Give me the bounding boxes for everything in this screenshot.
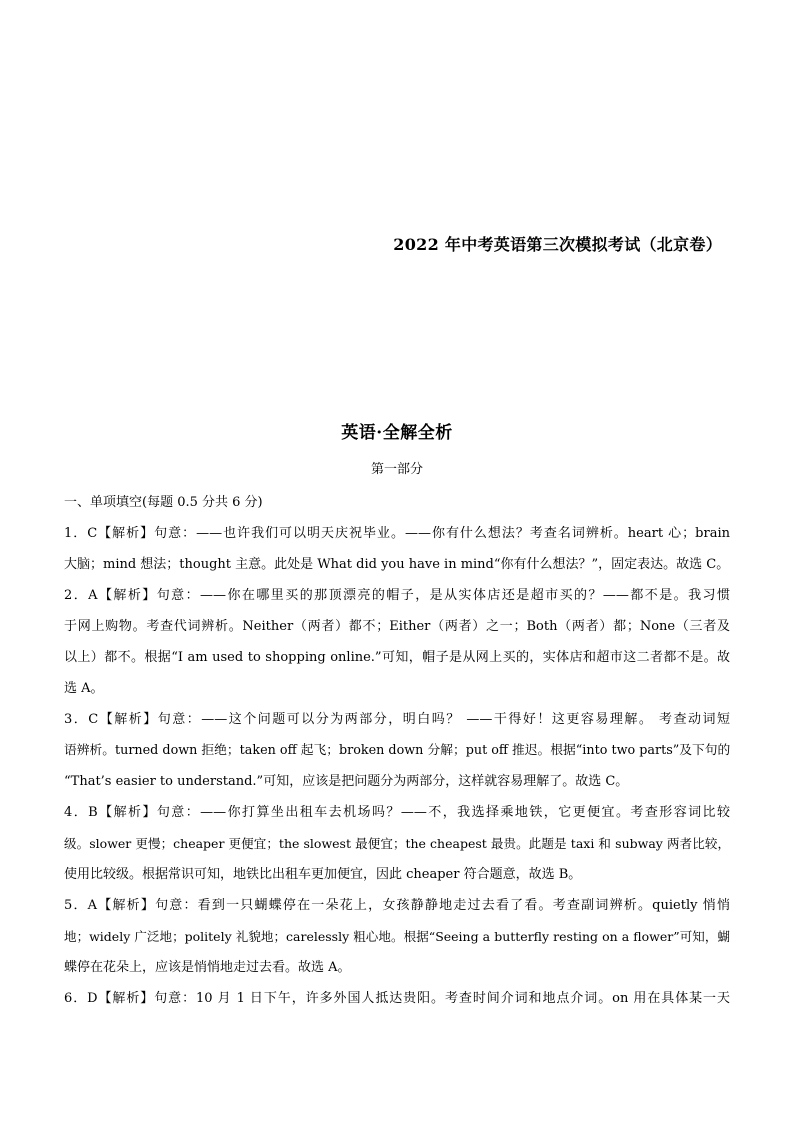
document-body xyxy=(64,487,730,1014)
answer-item-2 xyxy=(64,580,730,704)
answer-line: 4．B【解析】句意：——你打算坐出租车去机场吗？——不，我选择乘地铁，它更便宜。考查形容词比较 xyxy=(64,805,730,820)
answer-line: 地；widely 广泛地；politely 礼貌地；carelessly 粗心地。根据“Seeing a butterfly resting on a flower”可知，蝴 xyxy=(64,929,730,944)
answer-line: 蝶停在花朵上，应该是悄悄地走过去看。故选 A。 xyxy=(64,960,351,975)
answer-item-3 xyxy=(64,704,730,797)
answer-line: 使用比较级。根据常识可知，地铁比出租车更加便宜，因此 cheaper 符合题意，故选 B。 xyxy=(64,867,582,882)
answer-line: 于网上购物。考查代词辨析。Neither（两者）都不；Either（两者）之一；Both（两者）都；None（三者及 xyxy=(64,619,730,634)
answer-line: 3．C【解析】句意：——这个问题可以分为两部分，明白吗？ ——干得好！这更容易理解。 考查动词短 xyxy=(64,712,730,727)
answer-line: 选 A。 xyxy=(64,681,104,696)
answer-item-6 xyxy=(64,983,730,1014)
answer-line: “That’s easier to understand.”可知，应该是把问题分为两部分，这样就容易理解了。故选 C。 xyxy=(64,774,629,789)
answer-line: 2．A【解析】句意：——你在哪里买的那顶漂亮的帽子，是从实体店还是超市买的？——都不是。我习惯 xyxy=(64,588,730,603)
answer-item-4 xyxy=(64,797,730,890)
answer-item-5 xyxy=(64,890,730,983)
part-title: 第一部分 xyxy=(370,462,423,477)
answer-line: 6．D【解析】句意：10 月 1 日下午，许多外国人抵达贵阳。考查时间介词和地点介词。on 用在具体某一天 xyxy=(64,991,730,1006)
answer-line: 以上）都不。根据“I am used to shopping online.”可知，帽子是从网上买的，实体店和超市这二者都不是。故 xyxy=(64,650,730,665)
answer-line: 级。slower 更慢；cheaper 更便宜；the slowest 最便宜；the cheapest 最贵。此题是 taxi 和 subway 两者比较， xyxy=(64,836,730,851)
answer-line: 语辨析。turned down 拒绝；taken off 起飞；broken down 分解；put off 推迟。根据“into two parts”及下句的 xyxy=(64,743,731,758)
answer-line: 大脑；mind 想法；thought 主意。此处是 What did you have in mind“你有什么想法？”，固定表达。故选 C。 xyxy=(64,557,730,572)
section-heading: 一、单项填空(每题 0.5 分共 6 分) xyxy=(64,495,263,510)
document-title: 2022 年中考英语第三次模拟考试（北京卷） xyxy=(393,235,722,254)
subject-title: 英语·全解全析 xyxy=(341,423,453,443)
answer-line: 1．C【解析】句意：——也许我们可以明天庆祝毕业。——你有什么想法？考查名词辨析。heart 心；brain xyxy=(64,526,730,541)
answer-item-1 xyxy=(64,518,730,580)
answer-line: 5．A【解析】句意：看到一只蝴蝶停在一朵花上，女孩静静地走过去看了看。考查副词辨析。quietly 悄悄 xyxy=(64,898,730,913)
